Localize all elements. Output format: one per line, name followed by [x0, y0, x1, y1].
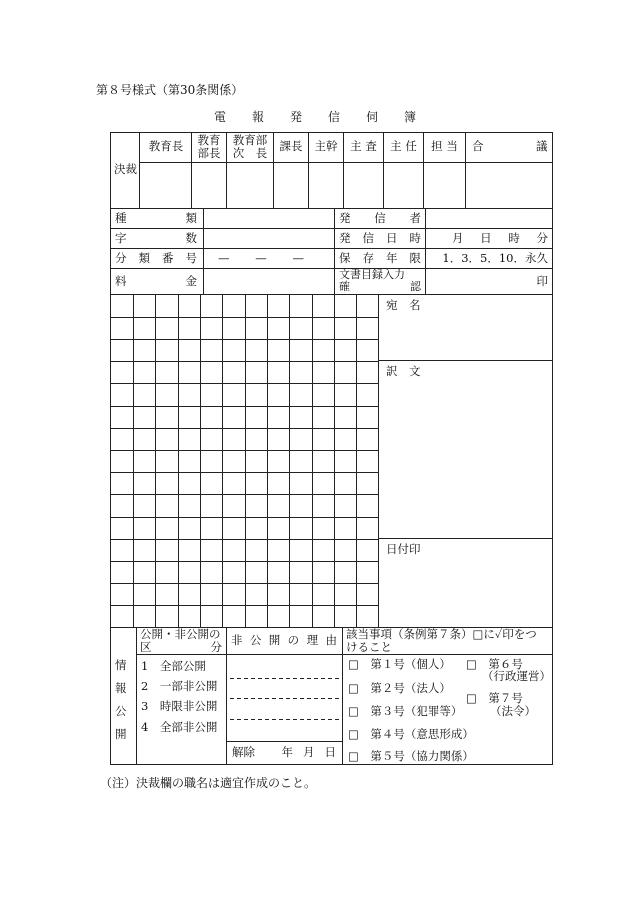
approval-col-director: 主幹 [314, 139, 338, 153]
title-char: 報 [251, 110, 264, 124]
item-3[interactable]: □ 第３号（犯罪等） [348, 704, 463, 718]
title-char: 簿 [404, 110, 417, 124]
class-option-partial: 2 一部非公開 [141, 679, 218, 693]
title-char: 発 [289, 110, 302, 124]
disclosure-side-label: 情 報 公 開 [115, 658, 127, 741]
class-no-dashes: — — — [218, 251, 304, 265]
approval-col-consult-1: 合 [472, 139, 484, 153]
label-chars: 字 数 [115, 231, 197, 245]
date-stamp-label: 日付印 [386, 542, 421, 556]
footnote: （注）決裁欄の職名は適宜作成のこと。 [100, 776, 317, 790]
title-char: 電 [213, 110, 226, 124]
approval-col-superintendent: 教育長 [148, 139, 184, 153]
label-register: 文書目録入力 確 認 [339, 268, 421, 293]
item-7[interactable]: □ 第７号 [466, 691, 523, 705]
approval-col-deputy-head: 教育部 次 長 [232, 133, 268, 161]
class-option-full: 1 全部公開 [141, 659, 206, 673]
item-4[interactable]: □ 第４号（意思形成） [348, 727, 474, 741]
send-time-value: 月 日 時 分 [452, 231, 548, 245]
label-sender: 発 信 者 [339, 211, 421, 225]
approval-col-chief: 主 任 [390, 139, 417, 153]
address-label: 宛 名 [386, 298, 421, 312]
title-char: 信 [328, 110, 341, 124]
approval-col-dept-head: 教育 部長 [197, 133, 221, 161]
class-header: 公開・非公開の 区 分 [140, 627, 222, 654]
class-option-none: 4 全部非公開 [141, 720, 218, 734]
title-char: 伺 [366, 110, 379, 124]
release-date: 解除 年 月 日 [232, 745, 336, 759]
label-retention: 保 存 年 限 [339, 251, 421, 265]
approval-col-chief-inspector: 主 査 [350, 139, 377, 153]
label-send-time: 発 信 日 時 [339, 231, 421, 245]
class-option-timed: 3 時限非公開 [141, 699, 218, 713]
item-6[interactable]: □ 第６号 [466, 657, 523, 671]
approval-col-section-chief: 課長 [279, 139, 303, 153]
approval-col-consult-2: 議 [536, 139, 548, 153]
item-6-note: （行政運営） [482, 669, 551, 683]
item-5[interactable]: □ 第５号（協力関係） [348, 749, 474, 763]
item-7-note: （法令） [490, 704, 536, 718]
retention-value: 1．3．5．10．永久 [442, 251, 548, 265]
label-fee: 料 金 [115, 274, 197, 288]
item-2[interactable]: □ 第２号（法人） [348, 681, 451, 695]
reason-header: 非 公 開 の 理 由 [231, 633, 337, 647]
form-number: 第８号様式（第30条関係） [96, 83, 244, 97]
applicable-header: 該当事項（条例第７条）□に✓印をつ けること [346, 627, 537, 654]
item-1[interactable]: □ 第１号（個人） [348, 657, 451, 671]
translation-label: 訳 文 [386, 364, 421, 378]
approval-col-staff: 担 当 [431, 139, 458, 153]
seal-mark: 印 [536, 274, 548, 288]
approval-label: 決裁 [114, 162, 137, 176]
label-kind: 種 類 [115, 211, 197, 225]
label-class-no: 分 類 番 号 [115, 251, 197, 265]
